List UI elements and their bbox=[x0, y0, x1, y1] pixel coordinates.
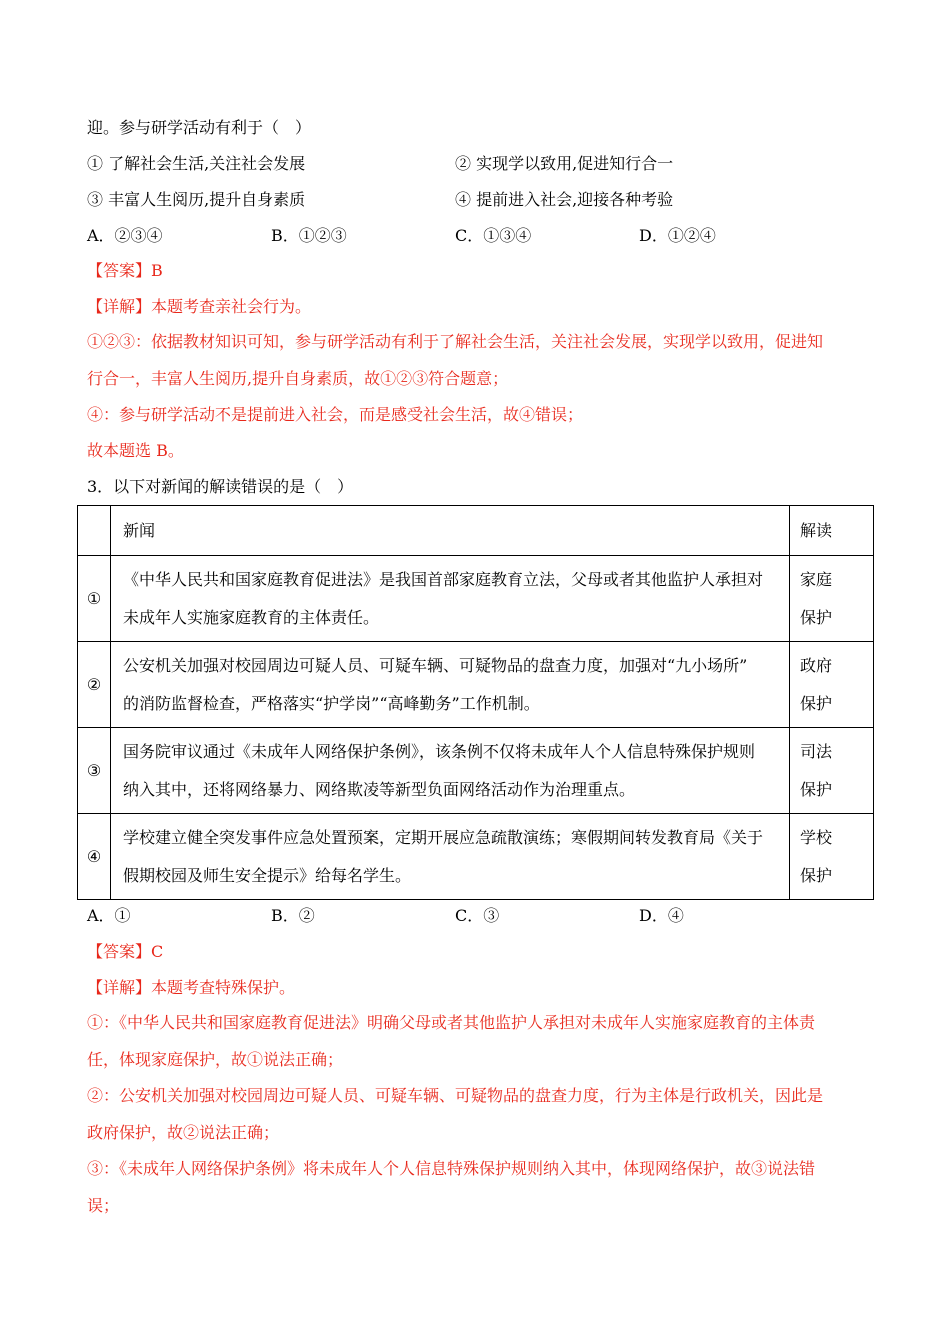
q2-option-b[interactable]: B．①②③ bbox=[271, 226, 347, 245]
row-interp-line: 政府 bbox=[800, 655, 833, 675]
q3-option-c[interactable]: C．③ bbox=[455, 906, 500, 925]
q3-analysis-5: 政府保护，故②说法正确； bbox=[87, 1123, 280, 1142]
q3-analysis-2: ①：《中华人民共和国家庭教育促进法》明确父母或者其他监护人承担对未成年人实施家庭教育的主体责 bbox=[87, 1013, 816, 1032]
row-news bbox=[111, 814, 790, 900]
row-interp bbox=[790, 814, 874, 900]
row-interp-line: 保护 bbox=[800, 865, 833, 885]
q3-analysis-6: ③：《未成年人网络保护条例》将未成年人个人信息特殊保护规则纳入其中，体现网络保护，故③说法错 bbox=[87, 1159, 816, 1178]
q2-option-a[interactable]: A．②③④ bbox=[87, 226, 163, 245]
q2-statement-1: ① 了解社会生活,关注社会发展 bbox=[87, 154, 306, 173]
row-interp-line: 家庭 bbox=[800, 569, 833, 589]
table-row bbox=[78, 814, 874, 900]
q3-answer: 【答案】C bbox=[87, 942, 164, 961]
q3-analysis-4: ②：公安机关加强对校园周边可疑人员、可疑车辆、可疑物品的盘查力度，行为主体是行政机关，因此是 bbox=[87, 1086, 824, 1105]
table-row bbox=[78, 556, 874, 642]
q3-analysis-1: 【详解】本题考查特殊保护。 bbox=[87, 978, 296, 997]
q2-analysis-2: ①②③：依据教材知识可知，参与研学活动有利于了解社会生活，关注社会发展，实现学以致用，促进知 bbox=[87, 332, 824, 351]
header-num-cell bbox=[78, 506, 111, 556]
q2-analysis-4: ④：参与研学活动不是提前进入社会，而是感受社会生活，故④错误； bbox=[87, 405, 584, 424]
q3-option-d[interactable]: D．④ bbox=[639, 906, 684, 925]
row-news bbox=[111, 728, 790, 814]
row-news-line: 国务院审议通过《未成年人网络保护条例》，该条例不仅将未成年人个人信息特殊保护规则 bbox=[123, 741, 756, 761]
row-interp bbox=[790, 556, 874, 642]
header-news-cell: 新闻 bbox=[111, 506, 790, 556]
q3-news-table bbox=[77, 505, 874, 900]
row-interp-line: 学校 bbox=[800, 827, 833, 847]
row-news-line: 纳入其中，还将网络暴力、网络欺凌等新型负面网络活动作为治理重点。 bbox=[123, 779, 636, 799]
q2-statement-3: ③ 丰富人生阅历,提升自身素质 bbox=[87, 190, 306, 209]
q2-analysis-3: 行合一，丰富人生阅历,提升自身素质，故①②③符合题意； bbox=[87, 369, 509, 388]
q2-option-d[interactable]: D．①②④ bbox=[639, 226, 716, 245]
q2-statement-2: ② 实现学以致用,促进知行合一 bbox=[455, 154, 674, 173]
q2-analysis-1: 【详解】本题考查亲社会行为。 bbox=[87, 297, 312, 316]
row-news-line: 假期校园及师生安全提示》给每名学生。 bbox=[123, 865, 412, 885]
q2-stem-tail: 迎。参与研学活动有利于（ ） bbox=[87, 118, 312, 137]
q2-statement-4: ④ 提前进入社会,迎接各种考验 bbox=[455, 190, 674, 209]
row-num: ③ bbox=[78, 728, 111, 814]
row-interp bbox=[790, 642, 874, 728]
q2-analysis-5: 故本题选 B。 bbox=[87, 441, 184, 460]
row-interp-line: 司法 bbox=[800, 741, 833, 761]
header-interp-cell: 解读 bbox=[790, 506, 874, 556]
row-news-line: 公安机关加强对校园周边可疑人员、可疑车辆、可疑物品的盘查力度，加强对“九小场所” bbox=[123, 655, 748, 675]
q3-analysis-7: 误； bbox=[87, 1196, 120, 1215]
q3-option-a[interactable]: A．① bbox=[87, 906, 131, 925]
row-interp-line: 保护 bbox=[800, 779, 833, 799]
row-interp-line: 保护 bbox=[800, 693, 833, 713]
row-interp-line: 保护 bbox=[800, 607, 833, 627]
table-row bbox=[78, 642, 874, 728]
q3-stem: 3．以下对新闻的解读错误的是（ ） bbox=[87, 477, 354, 496]
row-num: ④ bbox=[78, 814, 111, 900]
table-row bbox=[78, 728, 874, 814]
row-news-line: 的消防监督检查，严格落实“护学岗”“高峰勤务”工作机制。 bbox=[123, 693, 540, 713]
q2-answer: 【答案】B bbox=[87, 261, 163, 280]
row-num: ② bbox=[78, 642, 111, 728]
row-news bbox=[111, 556, 790, 642]
row-news-line: 未成年人实施家庭教育的主体责任。 bbox=[123, 607, 380, 627]
row-num: ① bbox=[78, 556, 111, 642]
table-header-row bbox=[78, 506, 874, 556]
q2-option-c[interactable]: C．①③④ bbox=[455, 226, 532, 245]
row-interp bbox=[790, 728, 874, 814]
row-news-line: 《中华人民共和国家庭教育促进法》是我国首部家庭教育立法，父母或者其他监护人承担对 bbox=[123, 569, 764, 589]
row-news-line: 学校建立健全突发事件应急处置预案，定期开展应急疏散演练；寒假期间转发教育局《关于 bbox=[123, 827, 764, 847]
row-news bbox=[111, 642, 790, 728]
q3-analysis-3: 任，体现家庭保护，故①说法正确； bbox=[87, 1050, 344, 1069]
q3-option-b[interactable]: B．② bbox=[271, 906, 315, 925]
